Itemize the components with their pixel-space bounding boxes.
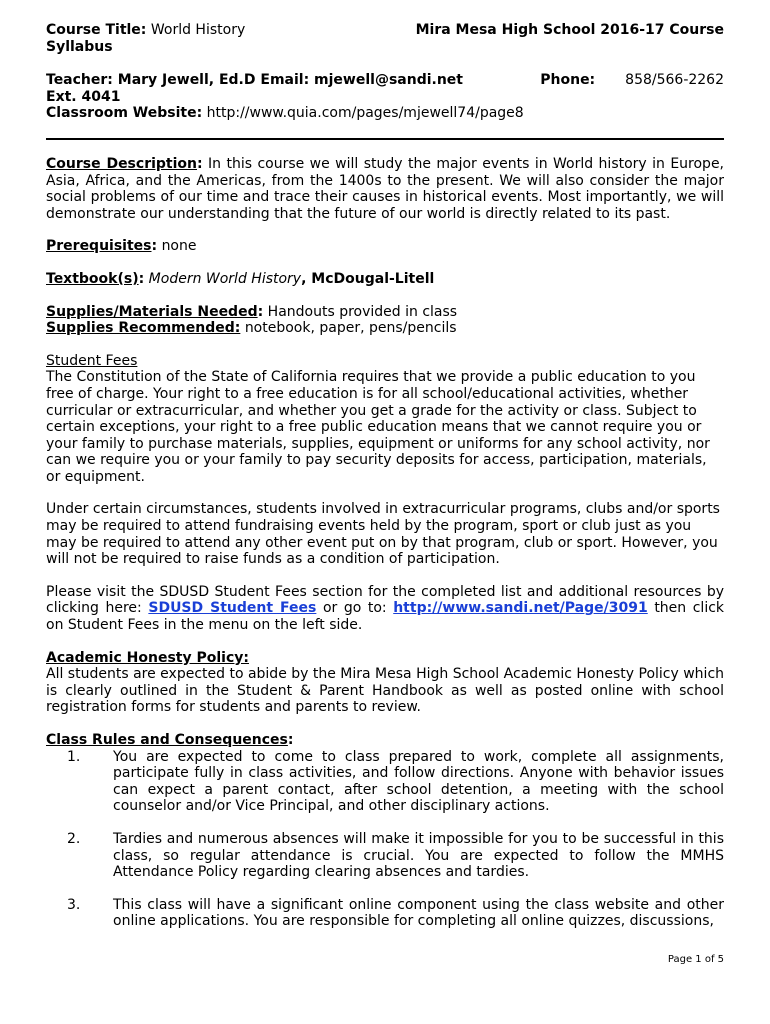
supplies-recommended	[46, 320, 724, 337]
rule-text: Tardies and numerous absences will make it impossible for you to be successful in this class, so regular attendance is crucial. You are expected to follow the MMHS Attendance Policy regarding clearing absences and tardies.	[113, 830, 724, 881]
rule-number: 2.	[67, 830, 81, 847]
course-title-value: World History	[150, 22, 246, 38]
student-fees-heading: Student Fees	[46, 352, 138, 369]
course-title-label: Course Title:	[46, 22, 147, 38]
supplies-needed-value: Handouts provided in class	[267, 303, 458, 320]
syllabus-word: Syllabus	[46, 38, 113, 55]
supplies-needed-label: Supplies/Materials Needed	[46, 303, 258, 320]
academic-honesty-text: All students are expected to abide by the Mira Mesa High School Academic Honesty Policy which is clearly outlined in the Student & Parent Handbook as well as posted online with school registration forms for students and parents to review.	[46, 666, 725, 716]
rule-text: You are expected to come to class prepared to work, complete all assignments, participate fully in class activities, and follow directions. Anyone with behavior issues can expect a parent contact, after school detention, a meeting with the school counselor and/or Vice Principal, and other disciplinary actions.	[113, 748, 724, 815]
supplies-recommended-label: Supplies Recommended:	[46, 320, 241, 337]
textbooks-label: Textbook(s)	[46, 270, 139, 287]
header-row-teacher	[46, 72, 724, 89]
page-content	[46, 22, 724, 930]
list-item	[46, 831, 724, 881]
student-fees-para1: The Constitution of the State of California requires that we provide a public education to you free of charge. Your right to a free education is for all school/educational activities, whether curricular or extracurricular, and whether you get a grade for the activity or class. Subject to certain exceptions, your right to a free public education means that we cannot require you or your family to purchase materials, supplies, equipment or uniforms for any school activity, nor can we require you or your family to pay security deposits for access, participation, materials, or equipment.	[46, 369, 710, 485]
course-description: Course Description: In this course we will study the major events in World history in Europe, Asia, Africa, and the Americas, from the 1400s to the present. We will also consider the major social problems of our time and trace their causes in historical events. Most importantly, we will demonstrate our understanding that the future of our world is directly related to its past.	[46, 155, 725, 222]
textbook-title: Modern World History	[148, 270, 302, 287]
student-fees-para2: Under certain circumstances, students involved in extracurricular programs, clubs and/or sports may be required to attend fundraising events held by the program, sport or club just as you may be required to attend any other event put on by that program, club or sport. However, you will not be required to raise funds as a condition of participation.	[46, 501, 720, 568]
course-title	[46, 22, 245, 39]
course-description-label: Course Description	[46, 155, 197, 172]
website-line	[46, 105, 724, 122]
prerequisites-label: Prerequisites	[46, 238, 152, 255]
sdusd-student-fees-link[interactable]: SDUSD Student Fees	[148, 600, 317, 617]
course-description-text: In this course we will study the major events in World history in Europe, Asia, Africa, and the Americas, from the 1400s to the present. We will also consider the major social problems of our time and trace their causes in historical events. Most importantly, we will demonstrate our understanding that the future of our world is directly related to its past.	[46, 155, 725, 222]
textbooks: Textbook(s): Modern World History, McDougal-Litell	[46, 270, 435, 287]
phone-value: 858/566-2262	[625, 72, 724, 89]
website-value[interactable]: http://www.quia.com/pages/mjewell74/page8	[206, 105, 524, 122]
class-rules-heading: Class Rules and Consequences:	[46, 732, 294, 748]
supplies-needed: Supplies/Materials Needed: Handouts provided in class	[46, 303, 458, 320]
teacher-line: Teacher: Mary Jewell, Ed.D Email: mjewell@sandi.net	[46, 72, 463, 89]
academic-honesty-heading: Academic Honesty Policy:	[46, 649, 249, 666]
phone	[540, 72, 724, 89]
website-label: Classroom Website:	[46, 105, 203, 122]
student-fees-para3: Please visit the SDUSD Student Fees section for the completed list and additional resources by clicking here: SDUSD Student Fees or go to: http://www.sandi.net/Page/3091 then click on Student Fees in the menu on the left side.	[46, 583, 725, 634]
ext-line: Ext. 4041	[46, 88, 121, 105]
header-divider	[46, 138, 724, 140]
prerequisites: Prerequisites: none	[46, 238, 197, 255]
header-row-title	[46, 22, 724, 39]
rule-text: This class will have a significant online component using the class website and other online applications. You are responsible for completing all online quizzes, discussions,	[113, 896, 724, 930]
course-header	[46, 22, 724, 122]
textbook-publisher: , McDougal-Litell	[301, 270, 435, 287]
list-item	[46, 897, 724, 930]
prerequisites-value: none	[161, 238, 197, 255]
class-rules-list	[46, 749, 724, 930]
supplies-recommended-value: notebook, paper, pens/pencils	[244, 320, 457, 337]
sandi-fees-url-link[interactable]: http://www.sandi.net/Page/3091	[393, 600, 648, 617]
school-line: Mira Mesa High School 2016-17 Course	[415, 22, 724, 38]
phone-label: Phone:	[540, 72, 596, 89]
list-item	[46, 749, 724, 815]
page-number: Page 1 of 5	[667, 954, 724, 965]
rule-number: 1.	[67, 748, 81, 765]
rule-number: 3.	[67, 896, 81, 913]
